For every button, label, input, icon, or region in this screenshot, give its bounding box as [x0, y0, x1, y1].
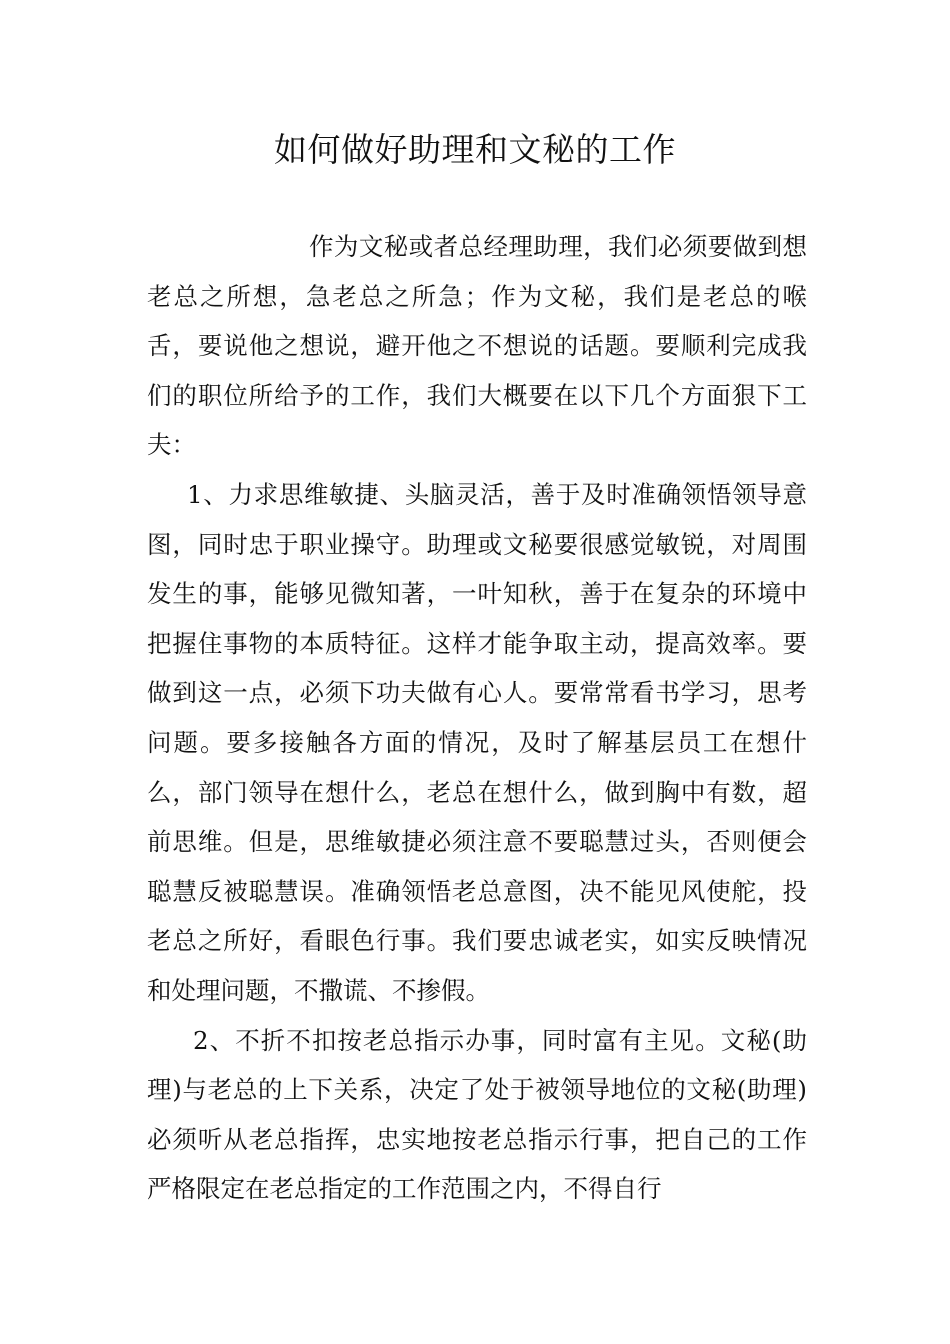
paragraph-intro: 作为文秘或者总经理助理，我们必须要做到想老总之所想，急老总之所急；作为文秘，我们是老总的喉舌，要说他之想说，避开他之不想说的话题。要顺利完成我们的职位所给予的工作，我们大概要在以下几个方面狠下工夫： — [147, 232, 807, 460]
paragraph-point-2: 2、不折不扣按老总指示办事，同时富有主见。文秘(助理)与老总的上下关系，决定了处于被领导地位的文秘(助理)必须听从老总指挥，忠实地按老总指示行事，把自己的工作严格限定在老总指定的工作范围之内，不得自行 — [147, 1025, 807, 1204]
paragraph-point-1: 1、力求思维敏捷、头脑灵活，善于及时准确领悟领导意图，同时忠于职业操守。助理或文秘要很感觉敏锐，对周围发生的事，能够见微知著，一叶知秋，善于在复杂的环境中把握住事物的本质特征。这样才能争取主动，提高效率。要做到这一点，必须下功夫做有心人。要常常看书学习，思考问题。要多接触各方面的情况，及时了解基层员工在想什么，部门领导在想什么，老总在想什么，做到胸中有数，超前思维。但是，思维敏捷必须注意不要聪慧过头，否则便会聪慧反被聪慧误。准确领悟老总意图，决不能见风使舵，投老总之所好，看眼色行事。我们要忠诚老实，如实反映情况和处理问题，不撒谎、不掺假。 — [147, 479, 807, 1005]
document-title: 如何做好助理和文秘的工作 — [274, 130, 676, 169]
document-body — [147, 222, 807, 1214]
